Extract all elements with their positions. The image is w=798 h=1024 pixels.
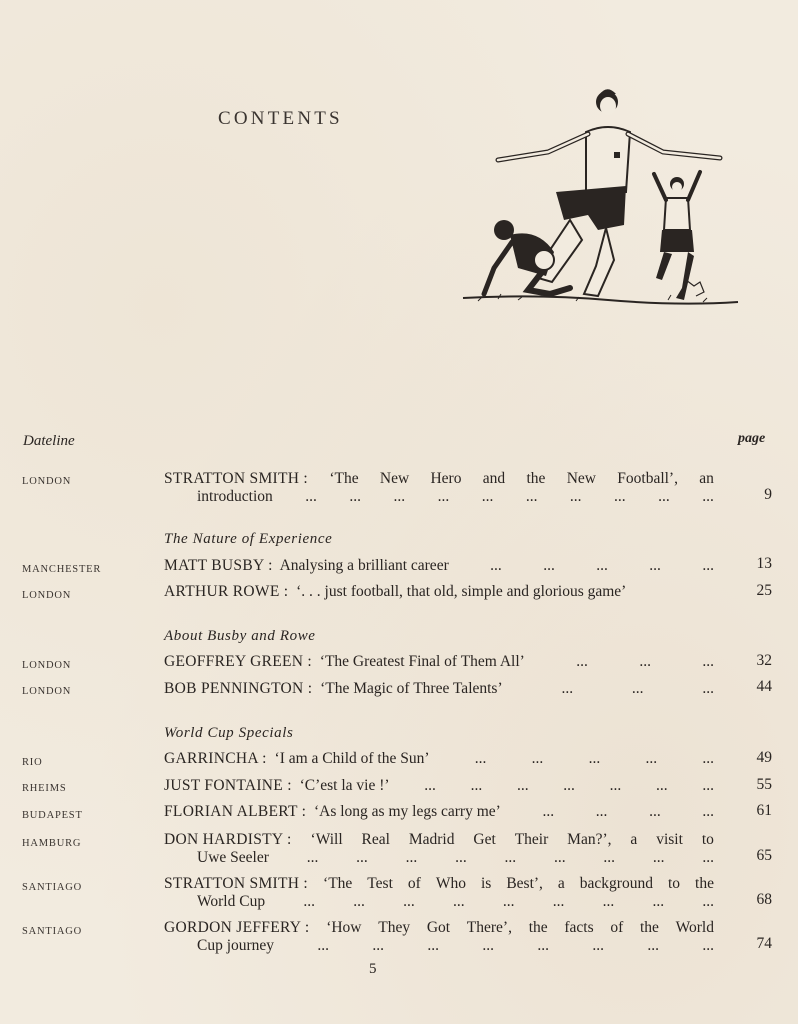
dot-leader: ... (645, 750, 658, 767)
section-heading: World Cup Specials (164, 725, 294, 741)
entry-word: Best’, (506, 875, 543, 892)
entry-description: World Cup (197, 893, 266, 910)
toc-entry-line (164, 750, 714, 768)
entry-description: ‘As long as my legs carry me’ (313, 803, 501, 820)
toc-entry-continuation (197, 849, 714, 867)
dot-leader: ... (602, 893, 615, 910)
section-heading: About Busby and Rowe (164, 628, 316, 644)
dot-leader: ... (655, 777, 668, 794)
dot-leader: ... (658, 488, 670, 505)
page-number: 44 (756, 678, 772, 695)
entry-description: ‘C’est la vie !’ (299, 777, 390, 794)
entry-word: the (528, 919, 548, 936)
entry-word: New (566, 470, 596, 487)
page-number: 32 (756, 652, 772, 669)
dot-leader: ... (525, 488, 538, 505)
entry-word: the (526, 470, 546, 487)
dateline-city: LONDON (22, 660, 72, 671)
dot-leader: ... (702, 893, 714, 910)
entry-author: BOB PENNINGTON : (164, 680, 313, 697)
dot-leader: ... (305, 488, 317, 505)
dot-leader: ... (437, 488, 450, 505)
dateline-city: RIO (22, 757, 43, 768)
dot-leader: ... (561, 680, 574, 697)
dot-leader: ... (702, 488, 714, 505)
dot-leader: ... (603, 849, 616, 866)
entry-word: the (639, 919, 659, 936)
entry-word: New (379, 470, 410, 487)
dot-leader: ... (639, 653, 651, 670)
entry-description: introduction (197, 488, 273, 505)
dot-leader: ... (647, 937, 659, 954)
entry-word: facts (564, 919, 594, 936)
dot-leader: ... (588, 750, 601, 767)
dot-leader: ... (649, 803, 661, 820)
dot-leader: ... (609, 777, 622, 794)
page-number: 49 (756, 749, 772, 766)
dot-leader: ... (702, 777, 714, 794)
page-number: 25 (756, 582, 772, 599)
dot-leader: ... (317, 937, 330, 954)
dot-leader: ... (424, 777, 436, 794)
dot-leader: ... (702, 557, 714, 574)
entry-word: to (667, 875, 681, 892)
toc-entry-line (164, 803, 714, 821)
entry-word: ‘Will (310, 831, 343, 848)
dateline-city: SANTIAGO (22, 882, 83, 893)
dot-leader: ... (553, 849, 566, 866)
dot-leader: ... (595, 803, 608, 820)
dot-leader: ... (702, 750, 714, 767)
dateline-city: HAMBURG (22, 838, 82, 849)
entry-word: Man?’, (567, 831, 612, 848)
entry-word: Test (367, 875, 393, 892)
dot-leader: ... (552, 893, 565, 910)
dot-leader: ... (542, 803, 555, 820)
entry-word: World (675, 919, 714, 936)
dateline-header: Dateline (23, 433, 75, 449)
entry-word: the (695, 875, 714, 892)
entry-author: GEOFFREY GREEN : (164, 653, 313, 670)
toc-entry-line (164, 831, 714, 849)
entry-word: visit (656, 831, 683, 848)
toc-entry-continuation (197, 937, 714, 955)
toc-entry-line (164, 653, 714, 671)
dot-leader: ... (563, 777, 575, 794)
entry-word: Madrid (408, 831, 455, 848)
dot-leader: ... (356, 849, 368, 866)
dot-leader: ... (427, 937, 440, 954)
dot-leader: ... (452, 893, 465, 910)
entry-word: a (630, 831, 638, 848)
entry-word: Football’, (617, 470, 678, 487)
page-number: 74 (756, 935, 772, 952)
entry-word: an (699, 470, 714, 487)
dot-leader: ... (403, 893, 415, 910)
dot-leader: ... (652, 893, 665, 910)
dot-leader: ... (393, 488, 406, 505)
entry-description: Cup journey (197, 937, 275, 954)
dot-leader: ... (470, 777, 483, 794)
entry-description: ‘The Magic of Three Talents’ (320, 680, 503, 697)
footballers-illustration-icon (458, 80, 743, 320)
entry-word: Who (435, 875, 466, 892)
dot-leader: ... (576, 653, 588, 670)
entry-word: a (557, 875, 565, 892)
entry-description: Analysing a brilliant career (279, 557, 449, 574)
entry-description: Uwe Seeler (197, 849, 269, 866)
dateline-city: LONDON (22, 476, 72, 487)
entry-description: ‘The Greatest Final of Them All’ (319, 653, 525, 670)
folio-page-number: 5 (369, 961, 377, 977)
entry-word: is (480, 875, 492, 892)
entry-word: There’, (466, 919, 512, 936)
page-title: CONTENTS (218, 108, 343, 129)
dot-leader: ... (702, 680, 714, 697)
entry-author: STRATTON SMITH : (164, 875, 309, 892)
dot-leader: ... (531, 750, 544, 767)
dot-leader: ... (614, 488, 626, 505)
entry-word: Get (473, 831, 496, 848)
dateline-city: SANTIAGO (22, 926, 83, 937)
dot-leader: ... (504, 849, 517, 866)
dot-leader: ... (592, 937, 604, 954)
dot-leader: ... (502, 893, 515, 910)
dateline-city: LONDON (22, 590, 72, 601)
entry-word: of (610, 919, 624, 936)
toc-entry-line (164, 557, 714, 575)
dot-leader: ... (702, 803, 714, 820)
dot-leader: ... (569, 488, 582, 505)
page-number: 13 (756, 555, 772, 572)
section-heading: The Nature of Experience (164, 531, 333, 547)
entry-author: JUST FONTAINE : (164, 777, 292, 794)
dot-leader: ... (306, 849, 319, 866)
entry-word: background (579, 875, 653, 892)
toc-entry-line (164, 777, 714, 795)
dot-leader: ... (702, 849, 714, 866)
entry-description: ‘I am a Child of the Sun’ (274, 750, 430, 767)
entry-author: FLORIAN ALBERT : (164, 803, 307, 820)
dot-leader: ... (596, 557, 608, 574)
entry-description: ‘. . . just football, that old, simple and glorious game’ (296, 583, 627, 600)
entry-word: to (701, 831, 714, 848)
dot-leader: ... (482, 937, 494, 954)
dot-leader: ... (481, 488, 494, 505)
page-number: 55 (756, 776, 772, 793)
entry-word: ‘The (323, 875, 353, 892)
toc-entry-continuation (197, 488, 714, 506)
dateline-city: LONDON (22, 686, 72, 697)
page-number: 9 (764, 486, 772, 503)
page-number: 68 (756, 891, 772, 908)
dot-leader: ... (349, 488, 361, 505)
dot-leader: ... (490, 557, 502, 574)
dot-leader: ... (649, 557, 661, 574)
entry-word: Got (426, 919, 451, 936)
page-number: 65 (756, 847, 772, 864)
entry-author: MATT BUSBY : (164, 557, 273, 574)
dot-leader: ... (353, 893, 365, 910)
entry-word: Real (361, 831, 390, 848)
entry-author: ARTHUR ROWE : (164, 583, 289, 600)
dot-leader: ... (631, 680, 644, 697)
entry-author: GARRINCHA : (164, 750, 267, 767)
page-number: 61 (756, 802, 772, 819)
dot-leader: ... (516, 777, 529, 794)
entry-word: Hero (430, 470, 462, 487)
toc-entry-line (164, 875, 714, 893)
entry-author: STRATTON SMITH : (164, 470, 309, 487)
toc-entry-line (164, 919, 714, 937)
entry-word: and (482, 470, 506, 487)
dot-leader: ... (455, 849, 467, 866)
dateline-city: RHEIMS (22, 783, 67, 794)
entry-word: ‘The (329, 470, 359, 487)
dateline-city: BUDAPEST (22, 810, 83, 821)
dot-leader: ... (405, 849, 418, 866)
entry-author: GORDON JEFFERY : (164, 919, 310, 936)
dot-leader: ... (537, 937, 549, 954)
entry-word: of (407, 875, 421, 892)
toc-entry-line (164, 680, 714, 698)
entry-author: DON HARDISTY : (164, 831, 292, 848)
dot-leader: ... (474, 750, 487, 767)
dot-leader: ... (702, 653, 714, 670)
toc-entry-line (164, 583, 714, 601)
toc-entry-line (164, 470, 714, 488)
entry-word: They (378, 919, 411, 936)
dot-leader: ... (652, 849, 665, 866)
dot-leader: ... (543, 557, 555, 574)
dateline-city: MANCHESTER (22, 564, 102, 575)
entry-word: ‘How (326, 919, 362, 936)
dot-leader: ... (303, 893, 315, 910)
toc-entry-continuation (197, 893, 714, 911)
dot-leader: ... (702, 937, 714, 954)
dot-leader: ... (372, 937, 385, 954)
page-header: page (738, 431, 766, 446)
entry-word: Their (514, 831, 549, 848)
